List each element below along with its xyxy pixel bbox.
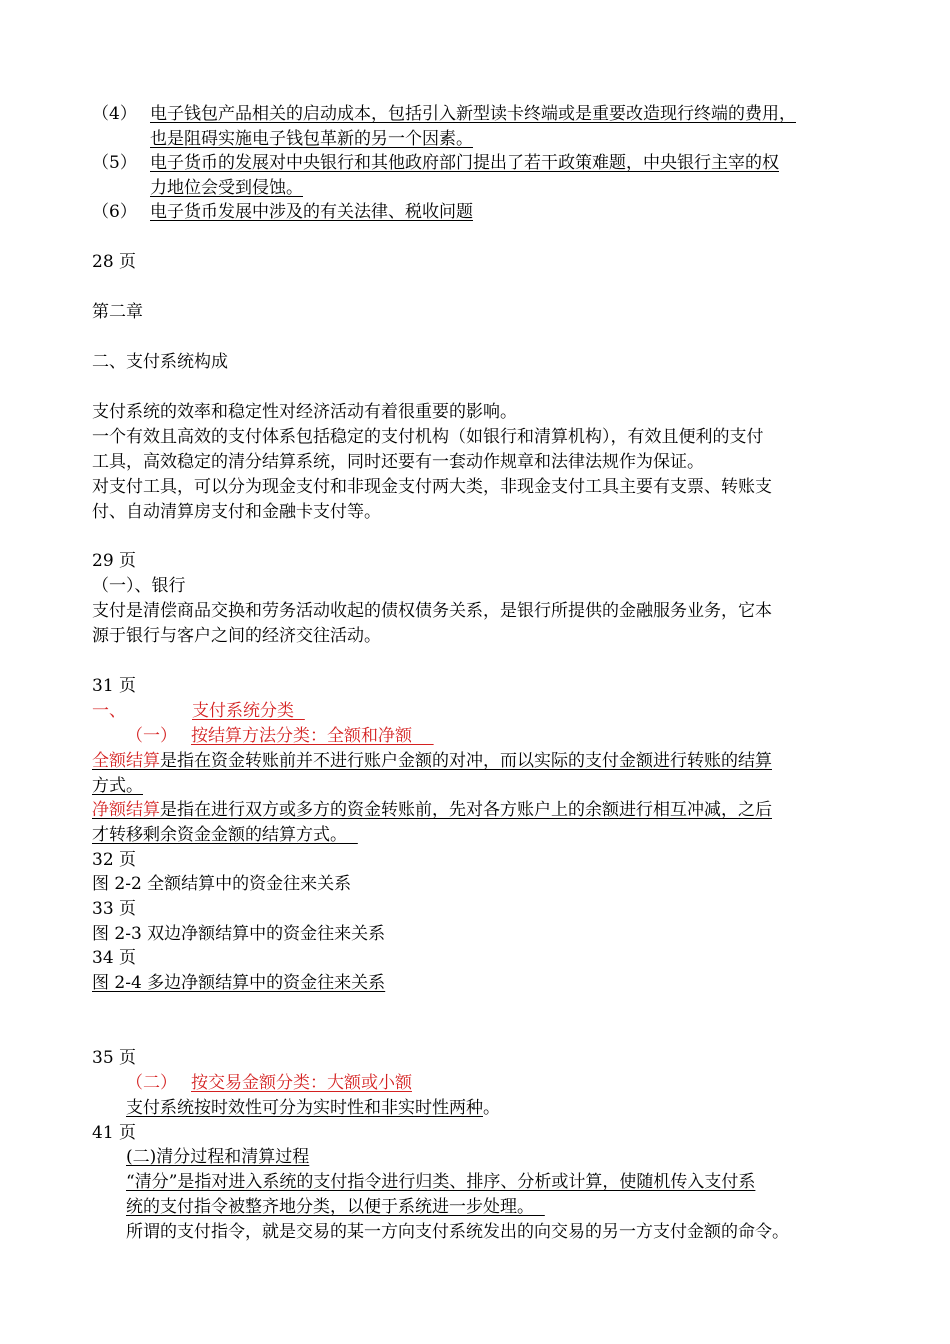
figure-caption: 图 2-4 多边净额结算中的资金往来关系 xyxy=(92,973,386,993)
list-item xyxy=(92,200,473,224)
list-text: 电子货币发展中涉及的有关法律、税收问题 xyxy=(150,202,473,222)
subclass-heading xyxy=(126,724,434,748)
page-ref: 31 页 xyxy=(92,676,137,696)
paragraph-line: 一个有效且高效的支付体系包括稳定的支付机构（如银行和清算机构），有效且便利的支付 xyxy=(92,427,764,447)
list-item-continuation xyxy=(150,176,303,200)
subsection-heading: (二)清分过程和清算过程 xyxy=(126,1147,310,1167)
list-number: （5） xyxy=(92,153,137,173)
subclass-heading xyxy=(126,1071,412,1095)
list-item-continuation xyxy=(150,127,473,151)
paragraph-line: 支付系统按时效性可分为实时性和非实时性两种。 xyxy=(126,1098,500,1118)
list-text: 力地位会受到侵蚀。 xyxy=(150,178,303,198)
paragraph-line: 付、自动清算房支付和金融卡支付等。 xyxy=(92,502,381,522)
subsection-heading: （一）、银行 xyxy=(92,576,186,596)
page-ref: 32 页 xyxy=(92,850,137,870)
definition-line xyxy=(92,798,772,822)
list-text: 电子钱包产品相关的启动成本，包括引入新型读卡终端或是重要改造现行终端的费用， xyxy=(150,104,796,124)
term-net: 净额结算 xyxy=(92,800,160,820)
paragraph-line: 支付系统的效率和稳定性对经济活动有着很重要的影响。 xyxy=(92,402,517,422)
heading-number: （二） xyxy=(126,1073,177,1093)
heading-number: 一、 xyxy=(92,701,126,721)
list-text: 也是阻碍实施电子钱包革新的另一个因素。 xyxy=(150,129,473,149)
definition-line xyxy=(92,749,772,773)
classification-heading xyxy=(92,699,305,723)
list-text: 电子货币的发展对中央银行和其他政府部门提出了若干政策难题，中央银行主宰的权 xyxy=(150,153,779,173)
paragraph-line: 对支付工具，可以分为现金支付和非现金支付两大类，非现金支付工具主要有支票、转账支 xyxy=(92,477,772,497)
heading-number: （一） xyxy=(126,726,177,746)
paragraph-line: 源于银行与客户之间的经济交往活动。 xyxy=(92,626,381,646)
paragraph-line: 所谓的支付指令，就是交易的某一方向支付系统发出的向交易的另一方支付金额的命令。 xyxy=(126,1222,789,1242)
heading-title: 按交易金额分类：大额或小额 xyxy=(191,1073,412,1093)
list-number: （4） xyxy=(92,104,137,124)
paragraph-line: “清分”是指对进入系统的支付指令进行归类、排序、分析或计算，使随机传入支付系 xyxy=(126,1172,756,1192)
chapter-title: 第二章 xyxy=(92,302,143,322)
heading-title: 按结算方法分类：全额和净额 xyxy=(191,726,412,746)
list-item xyxy=(92,102,796,126)
section-heading: 二、支付系统构成 xyxy=(92,352,228,372)
list-item xyxy=(92,151,779,175)
paragraph-line: 统的支付指令被整齐地分类，以便于系统进一步处理。 xyxy=(126,1197,534,1217)
definition-line: 方式。 xyxy=(92,776,143,796)
definition-text: 是指在进行双方或多方的资金转账前，先对各方账户上的余额进行相互冲减，之后 xyxy=(160,800,772,820)
figure-caption: 图 2-2 全额结算中的资金往来关系 xyxy=(92,874,352,894)
page-ref: 33 页 xyxy=(92,899,137,919)
definition-text: 是指在资金转账前并不进行账户金额的对冲，而以实际的支付金额进行转账的结算 xyxy=(160,751,772,771)
page-ref: 41 页 xyxy=(92,1123,137,1143)
paragraph-line: 工具，高效稳定的清分结算系统，同时还要有一套动作规章和法律法规作为保证。 xyxy=(92,452,704,472)
paragraph-line: 支付是清偿商品交换和劳务活动收起的债权债务关系，是银行所提供的金融服务业务，它本 xyxy=(92,601,772,621)
definition-line: 才转移剩余资金金额的结算方式。 xyxy=(92,825,347,845)
list-number: （6） xyxy=(92,202,137,222)
page-ref: 35 页 xyxy=(92,1048,137,1068)
page-ref: 28 页 xyxy=(92,252,137,272)
page-ref: 34 页 xyxy=(92,948,137,968)
heading-title: 支付系统分类 xyxy=(192,701,294,721)
figure-caption: 图 2-3 双边净额结算中的资金往来关系 xyxy=(92,924,386,944)
page-ref: 29 页 xyxy=(92,551,137,571)
term-gross: 全额结算 xyxy=(92,751,160,771)
